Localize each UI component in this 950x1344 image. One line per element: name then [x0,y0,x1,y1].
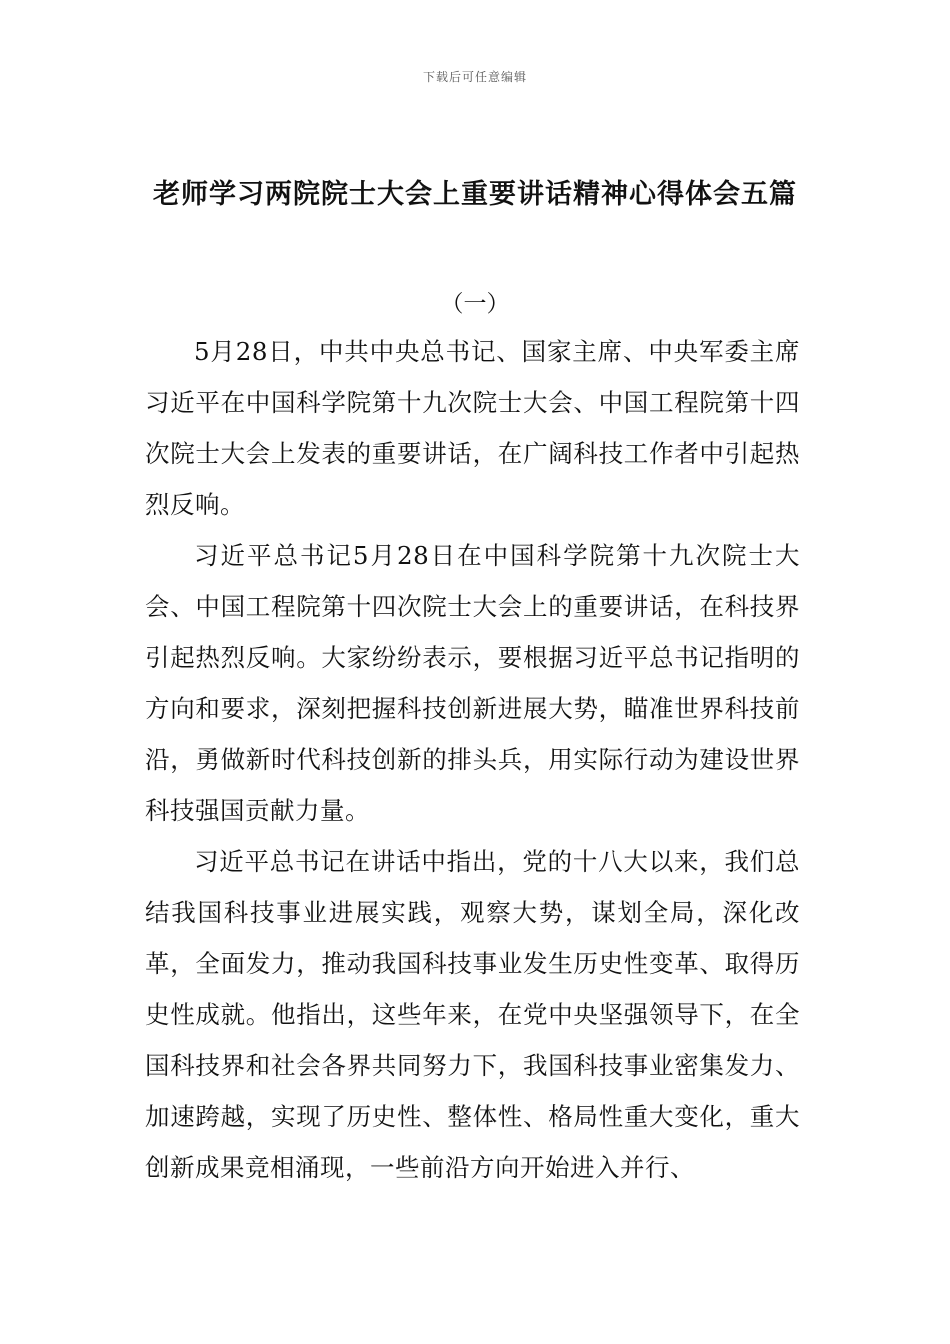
header-note: 下载后可任意编辑 [422,70,527,84]
document-title: 老师学习两院院士大会上重要讲话精神心得体会五篇 [153,179,797,210]
paragraph: 5月28日，中共中央总书记、国家主席、中央军委主席习近平在中国科学院第十九次院士大会、中国工程院第十四次院士大会上发表的重要讲话，在广阔科技工作者中引起热烈反响。 [145,337,800,519]
body-text [145,326,800,1193]
paragraph: 习近平总书记5月28日在中国科学院第十九次院士大会、中国工程院第十四次院士大会上的重要讲话，在科技界引起热烈反响。大家纷纷表示，要根据习近平总书记指明的方向和要求，深刻把握科技创新进展大势，瞄准世界科技前沿，勇做新时代科技创新的排头兵，用实际行动为建设世界科技强国贡献力量。 [145,541,800,825]
section-heading: （一） [440,291,510,317]
paragraph: 习近平总书记在讲话中指出，党的十八大以来，我们总结我国科技事业进展实践，观察大势，谋划全局，深化改革，全面发力，推动我国科技事业发生历史性变革、取得历史性成就。他指出，这些年来，在党中央坚强领导下，在全国科技界和社会各界共同努力下，我国科技事业密集发力、加速跨越，实现了历史性、整体性、格局性重大变化，重大创新成果竞相涌现，一些前沿方向开始进入并行、 [145,847,800,1182]
